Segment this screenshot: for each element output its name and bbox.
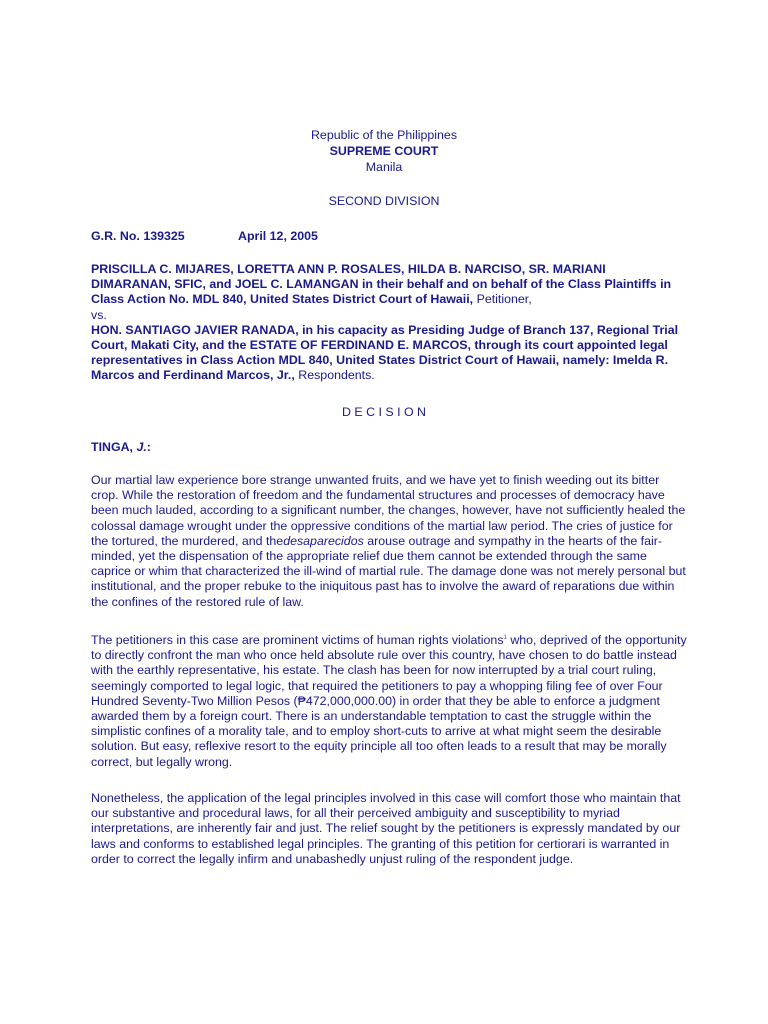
petitioners-names: PRISCILLA C. MIJARES, LORETTA ANN P. ROSALES, HILDA B. NARCISO, SR. MARIANI DIMARANAN, SFIC, and JOEL C. LAMANGAN in their behalf and on behalf of the Class Plaintiffs in Class Action No. MDL 840, United States District Court of Hawaii, [91,262,672,307]
respondent-role: Respondents. [294,368,375,383]
decision-heading: D E C I S I O N [342,405,426,419]
paragraph-3-text: Nonetheless, the application of the legal principles involved in this case will comfort those who maintain that our substantive and procedural laws, for all their perceived ambiguity and susceptibility to myriad interpretations, are inherently fair and just. The relief sought by the petitioners is expressly mandated by our laws and conforms to established legal principles. The granting of this petition for certiorari is warranted in order to correct the legally infirm and unabashedly unjust ruling of the respondent judge. [91,791,681,866]
versus-label: vs. [91,307,107,322]
division-title: SECOND DIVISION [328,194,440,208]
paragraph-1-text-a: Our martial law experience bore strange unwanted fruits, and we have yet to finish weeding out its bitter crop. While the restoration of freedom and the fundamental structures and processes of democracy have been much lauded, according to a significant number, the changes, however, have not sufficiently healed the colossal damage wrought under the oppressive conditions of the martial law period. The cries of justice for the tortured, the murdered, and the [91,473,686,548]
footnote-1-link[interactable]: 1 [503,635,507,641]
paragraph-1-italic: desaparecidos [283,533,364,548]
petitioners-block [91,262,687,384]
paragraph-2-text-a: The petitioners in this case are prominent victims of human rights violations [91,633,504,647]
case-date: April 12, 2005 [238,229,318,243]
ponente-name: TINGA, [91,440,133,454]
ponente-line [91,440,151,454]
court-city: Manila [365,160,403,174]
petitioner-role: Petitioner, [473,292,532,307]
republic-line: Republic of the Philippines [310,128,458,142]
case-number: G.R. No. 139325 [91,229,185,243]
paragraph-3 [91,791,687,867]
paragraph-1-text-b: arouse outrage and sympathy in the hearts of the fair-minded, yet the dispensation of the appropriate relief due them cannot be extended through the same caprice or whim that characterized the ill-wind of martial rule. The damage done was not merely personal but institutional, and the proper rebuke to the iniquitous past has to involve the award of reparations due within the confines of the restored rule of law. [91,533,686,609]
paragraph-2-text-b: who, deprived of the opportunity to directly confront the man who once held absolute rule over this country, have chosen to do battle instead with the earthly representative, his estate. The clash has been for now interrupted by a trial court ruling, seemingly comported to legal logic, that required the petitioners to pay a whopping filing fee of over Four Hundred Seventy-Two Million Pesos (₱472,000,000.00) in order that they be able to enforce a judgment awarded them by a foreign court. There is an understandable temptation to cast the struggle within the simplistic confines of a morality tale, and to employ short-cuts to arrive at what might seem the desirable solution. But easy, reflexive resort to the equity principle all too often leads to a result that may be morally correct, but legally wrong. [91,633,687,769]
ponente-suffix: J. [136,440,147,454]
respondents-names: HON. SANTIAGO JAVIER RANADA, in his capacity as Presiding Judge of Branch 137, Regional Trial Court, Makati City, and the ESTATE OF FERDINAND E. MARCOS, through its court appointed legal representatives in Class Action MDL 840, United States District Court of Hawaii, namely: Imelda R. Marcos and Ferdinand Marcos, Jr., [91,322,679,383]
paragraph-1 [91,473,687,610]
paragraph-2 [91,631,687,770]
ponente-colon: : [146,440,151,454]
court-name: SUPREME COURT [329,144,439,158]
